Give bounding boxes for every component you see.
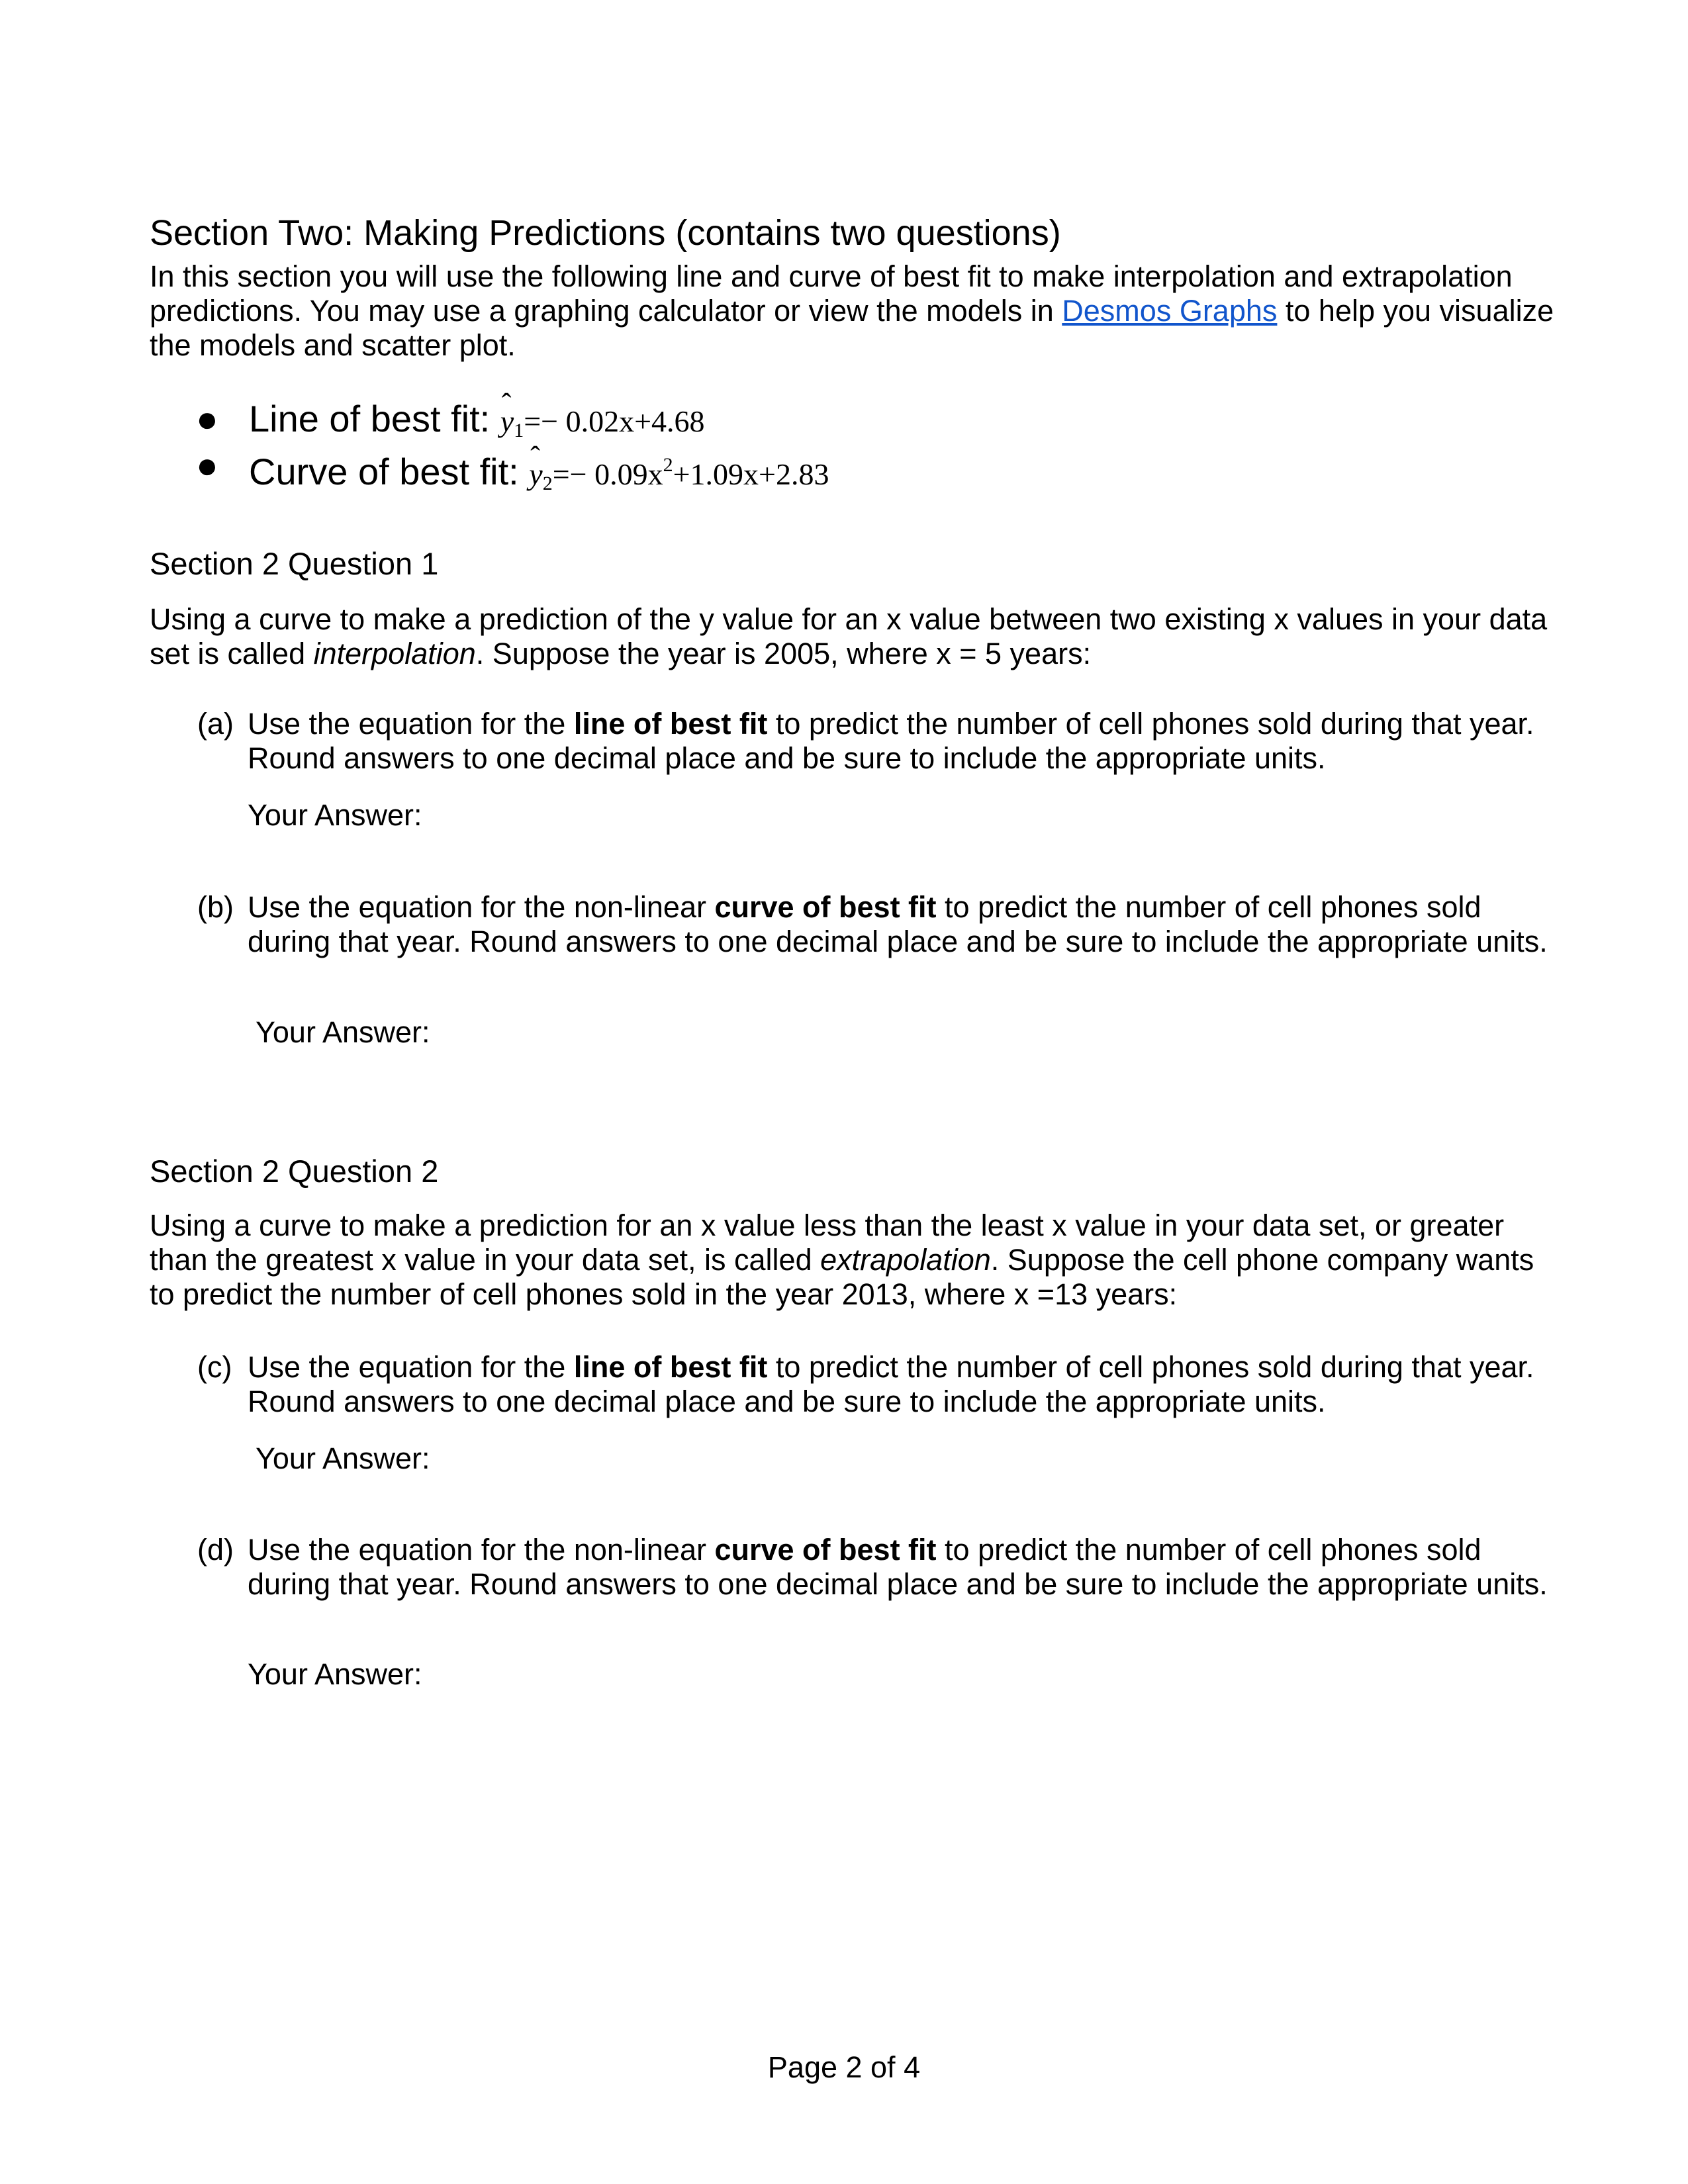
item-label-d: (d) [197,1533,234,1567]
item-text-b: Use the equation for the non-linear curve of best fit to predict the number of cell phones sold during that year. Round answers to one decimal place and be sure to include the appropriate units. [248,890,1548,958]
item-label-a: (a) [197,707,234,741]
desmos-graphs-link[interactable]: Desmos Graphs [1062,294,1278,328]
question-2-text: Using a curve to make a prediction for an x value less than the least x value in your data set, or greater than the greatest x value in your data set, is called extrapolation. Suppose the cell phone company wants to predict the number of cell phones sold in the year 2013, where x =13 years: [150,1208,1534,1311]
line-model-label: Line of best fit: [249,398,500,439]
interpolation-term: interpolation [313,637,476,670]
line-equation-rhs: =− 0.02x+4.68 [524,404,705,438]
bullet-icon: ● [196,444,218,486]
item-text-d: Use the equation for the non-linear curve of best fit to predict the number of cell phones sold during that year. Round answers to one decimal place and be sure to include the appropriate units. [248,1533,1548,1601]
page-number: Page 2 of 4 [767,2050,921,2084]
answer-field-d[interactable]: Your Answer: [248,1657,422,1691]
subscript-2: 2 [542,473,553,494]
y-hat-symbol: ˆ y [529,451,542,498]
curve-model-item [150,442,1540,494]
question-1-heading: Section 2 Question 1 [150,546,439,581]
y-hat-symbol: ˆ y [500,398,514,445]
question-item-d [150,1533,1566,1639]
line-model-item [150,396,1540,442]
curve-equation-rhs-a: =− 0.09x [552,457,663,491]
line-equation [500,404,705,441]
curve-model-label: Curve of best fit: [249,451,530,492]
answer-field-c[interactable]: Your Answer: [256,1441,430,1475]
section-title: Section Two: Making Predictions (contains two questions) [150,213,1061,253]
item-text-c: Use the equation for the line of best fit to predict the number of cell phones sold during that year. Round answers to one decimal place and be sure to include the appropriate units. [248,1350,1534,1418]
intro-text-start: In this section you will use the following line and curve of best fit to make interpolation and extrapolation predictions. You may use a graphing calculator or view the models in [150,259,1513,328]
item-label-c: (c) [197,1350,232,1384]
models-list [150,396,1540,494]
item-text-a: Use the equation for the line of best fit to predict the number of cell phones sold during that year. Round answers to one decimal place and be sure to include the appropriate units. [248,707,1534,775]
curve-equation [529,454,829,494]
extrapolation-term: extrapolation [820,1243,991,1277]
question-item-a [150,707,1566,780]
question-item-c [150,1350,1566,1423]
question-2-heading: Section 2 Question 2 [150,1154,439,1189]
question-item-b [150,890,1566,996]
answer-field-a[interactable]: Your Answer: [248,798,422,832]
item-label-b: (b) [197,890,234,924]
section-intro [150,259,1566,363]
question-1-text: Using a curve to make a prediction of the y value for an x value between two existing x values in your data set is called interpolation. Suppose the year is 2005, where x = 5 years: [150,602,1548,670]
intro-text-end: to help you visualize the models and scatter plot. [150,294,1554,362]
answer-field-b[interactable]: Your Answer: [256,1015,430,1049]
superscript-2: 2 [663,454,673,476]
curve-equation-rhs-b: +1.09x+2.83 [673,457,829,491]
subscript-1: 1 [514,420,524,441]
bullet-icon: ● [196,398,218,439]
